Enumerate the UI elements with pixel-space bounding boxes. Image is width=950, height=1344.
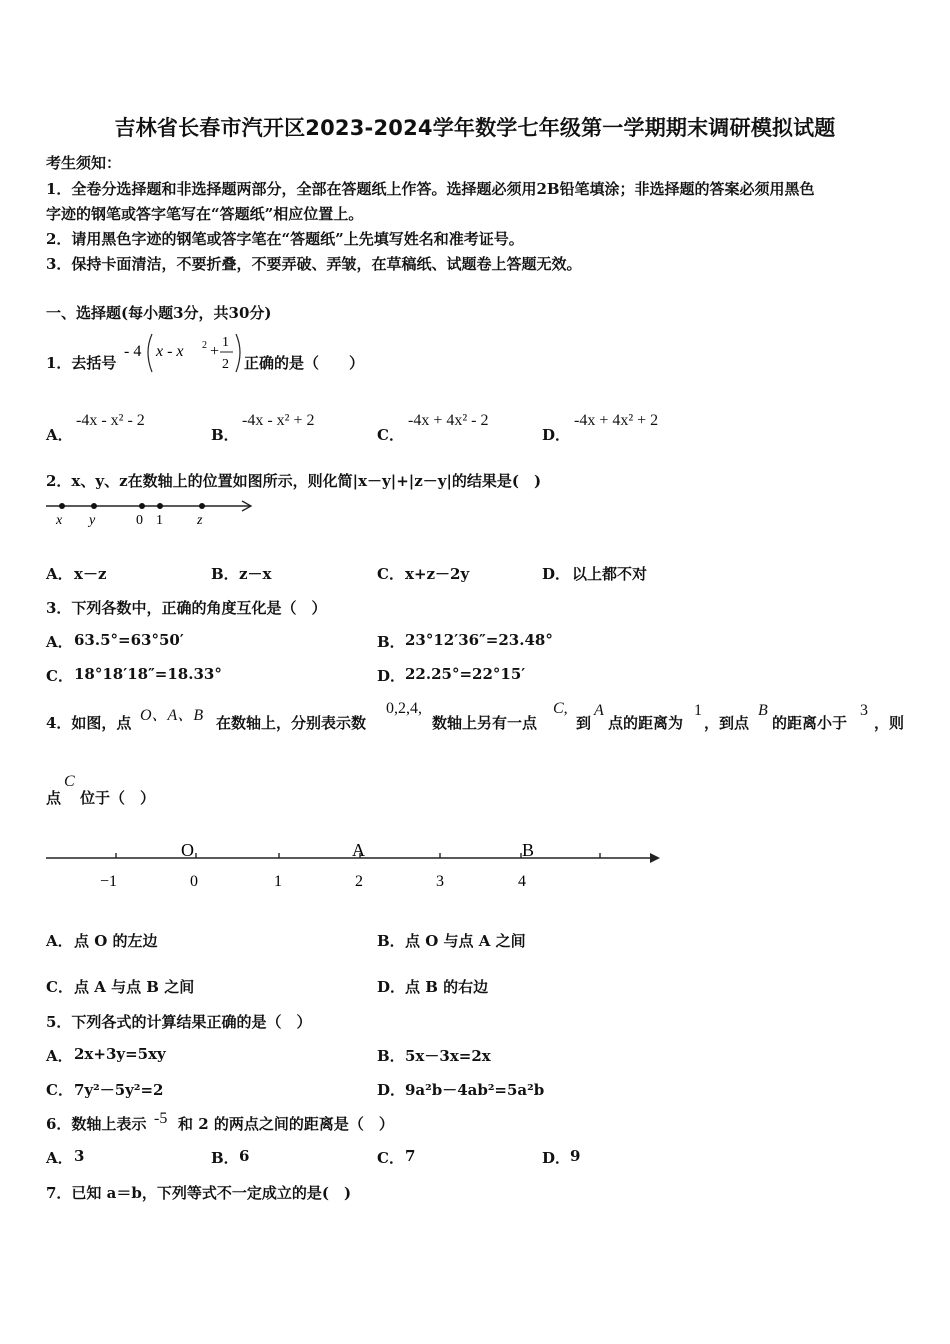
q7-stem: 7．已知 a＝b，下列等式不一定成立的是( ) <box>46 1184 352 1202</box>
q6-opt-a: 3 <box>74 1147 85 1165</box>
q1-opt-b-label: B． <box>211 426 239 444</box>
q1-expression <box>120 328 245 376</box>
q4-stem-p6: ，到点 <box>704 714 750 732</box>
q5-stem: 5．下列各式的计算结果正确的是（ ） <box>46 1013 312 1031</box>
q4-stem-p8: ，则 <box>874 714 905 732</box>
notice-heading: 考生须知： <box>46 154 122 172</box>
q4-stem-p5: 点的距离为 <box>608 714 684 732</box>
q3-opt-a: 63.5°=63°50′ <box>74 631 184 649</box>
q4-stem-m6: B <box>758 702 768 719</box>
q4-opt-b: 点 O 与点 A 之间 <box>405 932 526 950</box>
q4-stem-m7: 3 <box>860 702 868 719</box>
q3-opt-c-label: C． <box>46 667 73 685</box>
label-x: x <box>56 513 63 528</box>
point-label-a: A <box>352 840 365 860</box>
q2-opt-a: x－z <box>74 565 107 583</box>
svg-text:x - x: x - x <box>156 343 184 360</box>
q6-opt-b: 6 <box>239 1147 250 1165</box>
q1-expr-text: - 4 <box>124 343 142 360</box>
q1-stem: 1．去括号 <box>46 354 117 372</box>
tick-label-3: 3 <box>436 873 444 890</box>
q6-opt-c: 7 <box>405 1147 416 1165</box>
tick-label-neg1: −1 <box>100 873 118 890</box>
q1-opt-d: -4x + 4x² + 2 <box>574 412 659 429</box>
section-heading: 一、选择题(每小题3分，共30分) <box>46 304 272 322</box>
q5-opt-c: 7y²－5y²=2 <box>74 1081 164 1099</box>
svg-text:2: 2 <box>222 357 229 372</box>
q2-opt-c-label: C． <box>377 565 404 583</box>
svg-text:1: 1 <box>222 335 229 350</box>
q4-opt-d: 点 B 的右边 <box>405 978 489 996</box>
q4-opt-a-label: A． <box>46 932 73 950</box>
q1-opt-a: -4x - x² - 2 <box>76 412 145 429</box>
q4-stem-m1: O、A、B <box>140 707 204 724</box>
q6-stem-p2: 和 2 的两点之间的距离是（ ） <box>178 1115 394 1133</box>
q5-opt-d-label: D． <box>377 1081 406 1099</box>
q2-opt-c: x+z－2y <box>405 565 470 583</box>
q1-tail: 正确的是（ ） <box>244 354 365 372</box>
q6-opt-c-label: C． <box>377 1149 404 1167</box>
q4-stem-m4: A <box>594 702 604 719</box>
q4-opt-c: 点 A 与点 B 之间 <box>74 978 195 996</box>
label-y: y <box>89 513 96 528</box>
q4-stem-m3: C, <box>553 700 568 717</box>
q4-line2-a: 点 <box>46 789 62 807</box>
q5-opt-b-label: B． <box>377 1047 405 1065</box>
q1-opt-c: -4x + 4x² - 2 <box>408 412 489 429</box>
q4-opt-d-label: D． <box>377 978 406 996</box>
q4-line2-m: C <box>64 773 75 790</box>
point-label-o: O <box>181 840 194 860</box>
q4-stem-m2: 0,2,4, <box>386 700 422 717</box>
label-z: z <box>197 513 203 528</box>
label-0: 0 <box>136 513 143 528</box>
point-0 <box>139 503 145 509</box>
q3-opt-d: 22.25°=22°15′ <box>405 665 526 683</box>
q5-opt-d: 9a²b－4ab²=5a²b <box>405 1081 545 1099</box>
q4-stem-p7: 的距离小于 <box>772 714 848 732</box>
q2-number-line <box>44 496 256 530</box>
q6-stem-m: -5 <box>154 1110 168 1127</box>
q5-opt-b: 5x－3x=2x <box>405 1047 491 1065</box>
point-z <box>199 503 205 509</box>
q4-stem-p3: 数轴上另有一点 <box>432 714 538 732</box>
point-x <box>59 503 65 509</box>
q3-stem: 3．下列各数中，正确的角度互化是（ ） <box>46 599 327 617</box>
point-label-b: B <box>522 840 535 860</box>
q1-opt-c-label: C． <box>377 426 404 444</box>
page-title: 吉林省长春市汽开区2023-2024学年数学七年级第一学期期末调研模拟试题 <box>114 116 836 140</box>
tick-label-2: 2 <box>355 873 363 890</box>
q1-opt-a-label: A． <box>46 426 73 444</box>
q5-opt-c-label: C． <box>46 1081 73 1099</box>
q3-opt-a-label: A． <box>46 633 73 651</box>
label-1: 1 <box>156 513 163 528</box>
svg-text:+: + <box>210 343 220 360</box>
notice-line-1b: 字迹的钢笔或答字笔写在“答题纸”相应位置上。 <box>46 205 364 223</box>
q4-stem-m5: 1 <box>694 702 702 719</box>
notice-line-3: 3．保持卡面清洁，不要折叠，不要弄破、弄皱，在草稿纸、试题卷上答题无效。 <box>46 255 582 273</box>
q4-opt-a: 点 O 的左边 <box>74 932 158 950</box>
q3-opt-b-label: B． <box>377 633 405 651</box>
q1-opt-b: -4x - x² + 2 <box>242 412 315 429</box>
q1-opt-d-label: D． <box>542 426 571 444</box>
q2-opt-d: 以上都不对 <box>572 565 648 583</box>
notice-line-2: 2．请用黑色字迹的钢笔或答字笔在“答题纸”上先填写姓名和准考证号。 <box>46 230 524 248</box>
q2-opt-a-label: A． <box>46 565 73 583</box>
tick-label-4: 4 <box>518 873 526 890</box>
q4-opt-b-label: B． <box>377 932 405 950</box>
q6-opt-d: 9 <box>570 1147 581 1165</box>
tick-label-0: 0 <box>190 873 198 890</box>
q2-opt-b: z－x <box>239 565 272 583</box>
q4-stem-p4: 到 <box>576 714 592 732</box>
q4-stem-p2: 在数轴上，分别表示数 <box>216 714 367 732</box>
q6-opt-d-label: D． <box>542 1149 571 1167</box>
point-1 <box>157 503 163 509</box>
point-y <box>91 503 97 509</box>
q4-number-line <box>44 836 666 892</box>
notice-line-1a: 1．全卷分选择题和非选择题两部分，全部在答题纸上作答。选择题必须用2B铅笔填涂；非选择题的答案必须用黑色 <box>46 180 815 198</box>
tick-label-1: 1 <box>274 873 282 890</box>
q3-opt-b: 23°12′36″=23.48° <box>405 631 553 649</box>
q6-stem-p1: 6．数轴上表示 <box>46 1115 147 1133</box>
svg-text:2: 2 <box>202 340 207 351</box>
q4-line2-b: 位于（ ） <box>80 789 156 807</box>
q2-opt-d-label: D． <box>542 565 571 583</box>
q4-opt-c-label: C． <box>46 978 73 996</box>
q2-stem: 2．x、y、z在数轴上的位置如图所示，则化简|x－y|+|z－y|的结果是( ) <box>46 472 542 490</box>
q3-opt-c: 18°18′18″=18.33° <box>74 665 222 683</box>
q2-opt-b-label: B． <box>211 565 239 583</box>
q6-opt-b-label: B． <box>211 1149 239 1167</box>
q6-opt-a-label: A． <box>46 1149 73 1167</box>
q4-stem-p1: 4．如图，点 <box>46 714 132 732</box>
q3-opt-d-label: D． <box>377 667 406 685</box>
q5-opt-a: 2x+3y=5xy <box>74 1045 166 1063</box>
q5-opt-a-label: A． <box>46 1047 73 1065</box>
